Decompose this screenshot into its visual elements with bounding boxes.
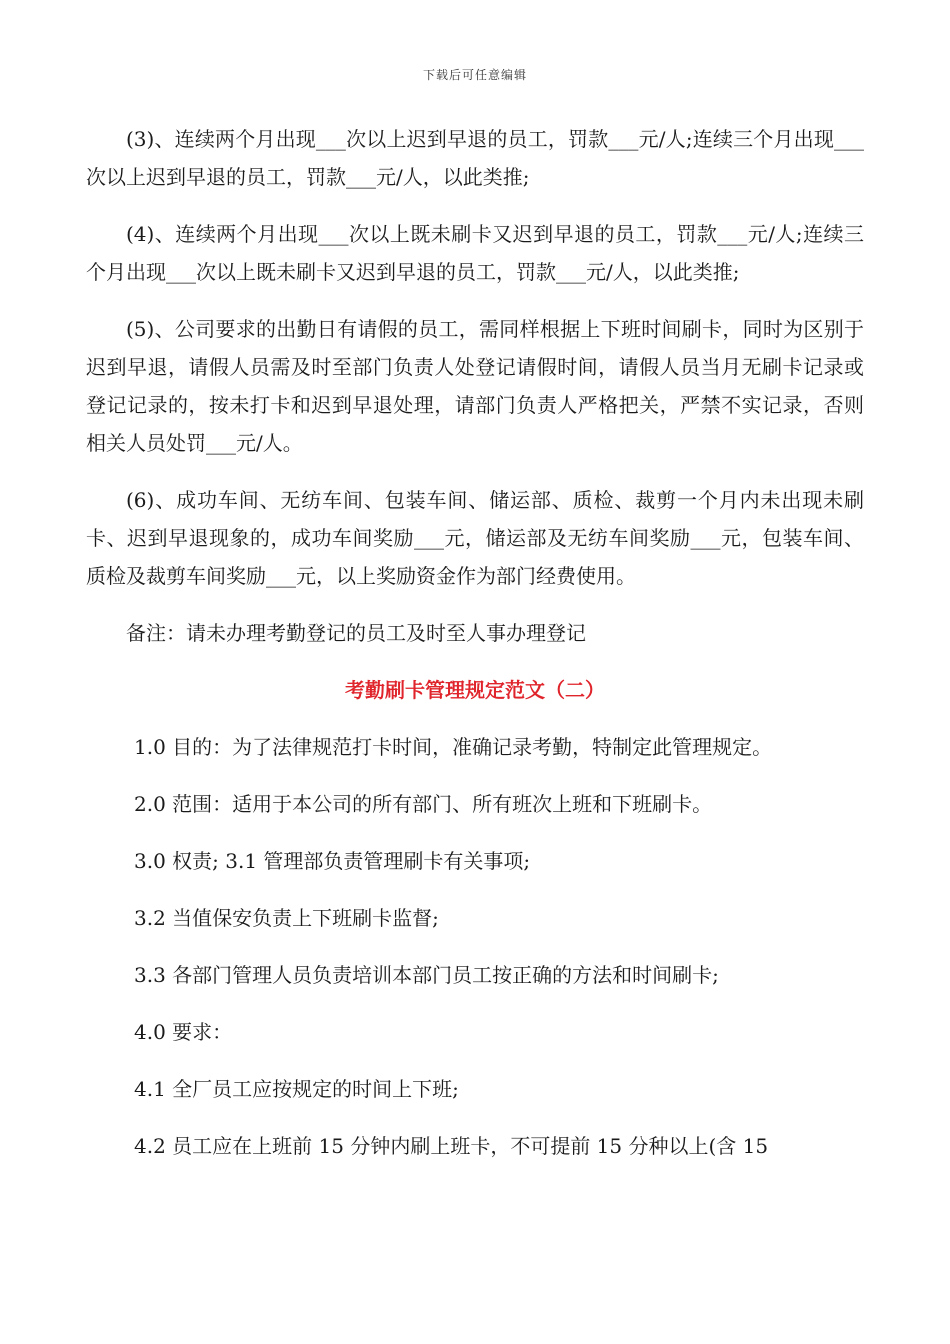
item-3-0: 3.0 权责; 3.1 管理部负责管理刷卡有关事项; [134, 849, 531, 873]
paragraph-3: (3)、连续两个月出现___次以上迟到早退的员工，罚款___元/人;连续三个月出现___次以上迟到早退的员工，罚款___元/人，以此类推; [86, 127, 864, 189]
item-3-2: 3.2 当值保安负责上下班刷卡监督; [134, 906, 439, 930]
paragraph-4: (4)、连续两个月出现___次以上既未刷卡又迟到早退的员工，罚款___元/人;连续三个月出现___次以上既未刷卡又迟到早退的员工，罚款___元/人，以此类推; [86, 222, 864, 284]
remark-paragraph: 备注：请未办理考勤登记的员工及时至人事办理登记 [126, 621, 586, 645]
item-4-0: 4.0 要求： [134, 1020, 233, 1044]
item-1-0: 1.0 目的：为了法律规范打卡时间，准确记录考勤，特制定此管理规定。 [134, 735, 773, 759]
item-4-2: 4.2 员工应在上班前 15 分钟内刷上班卡，不可提前 15 分种以上(含 15 [134, 1134, 769, 1158]
section-title: 考勤刷卡管理规定范文（二） [345, 678, 605, 702]
document-body [86, 120, 864, 1184]
item-3-3: 3.3 各部门管理人员负责培训本部门员工按正确的方法和时间刷卡; [134, 963, 719, 987]
item-4-1: 4.1 全厂员工应按规定的时间上下班; [134, 1077, 459, 1101]
item-2-0: 2.0 范围：适用于本公司的所有部门、所有班次上班和下班刷卡。 [134, 792, 713, 816]
paragraph-5: (5)、公司要求的出勤日有请假的员工，需同样根据上下班时间刷卡，同时为区别于迟到早退，请假人员需及时至部门负责人处登记请假时间，请假人员当月无刷卡记录或登记记录的，按未打卡和迟到早退处理，请部门负责人严格把关，严禁不实记录，否则相关人员处罚___元/人。 [86, 317, 864, 455]
header-note: 下载后可任意编辑 [422, 68, 527, 82]
paragraph-6: (6)、成功车间、无纺车间、包装车间、储运部、质检、裁剪一个月内未出现未刷卡、迟到早退现象的，成功车间奖励___元，储运部及无纺车间奖励___元，包装车间、质检及裁剪车间奖励___元，以上奖励资金作为部门经费使用。 [86, 488, 864, 588]
